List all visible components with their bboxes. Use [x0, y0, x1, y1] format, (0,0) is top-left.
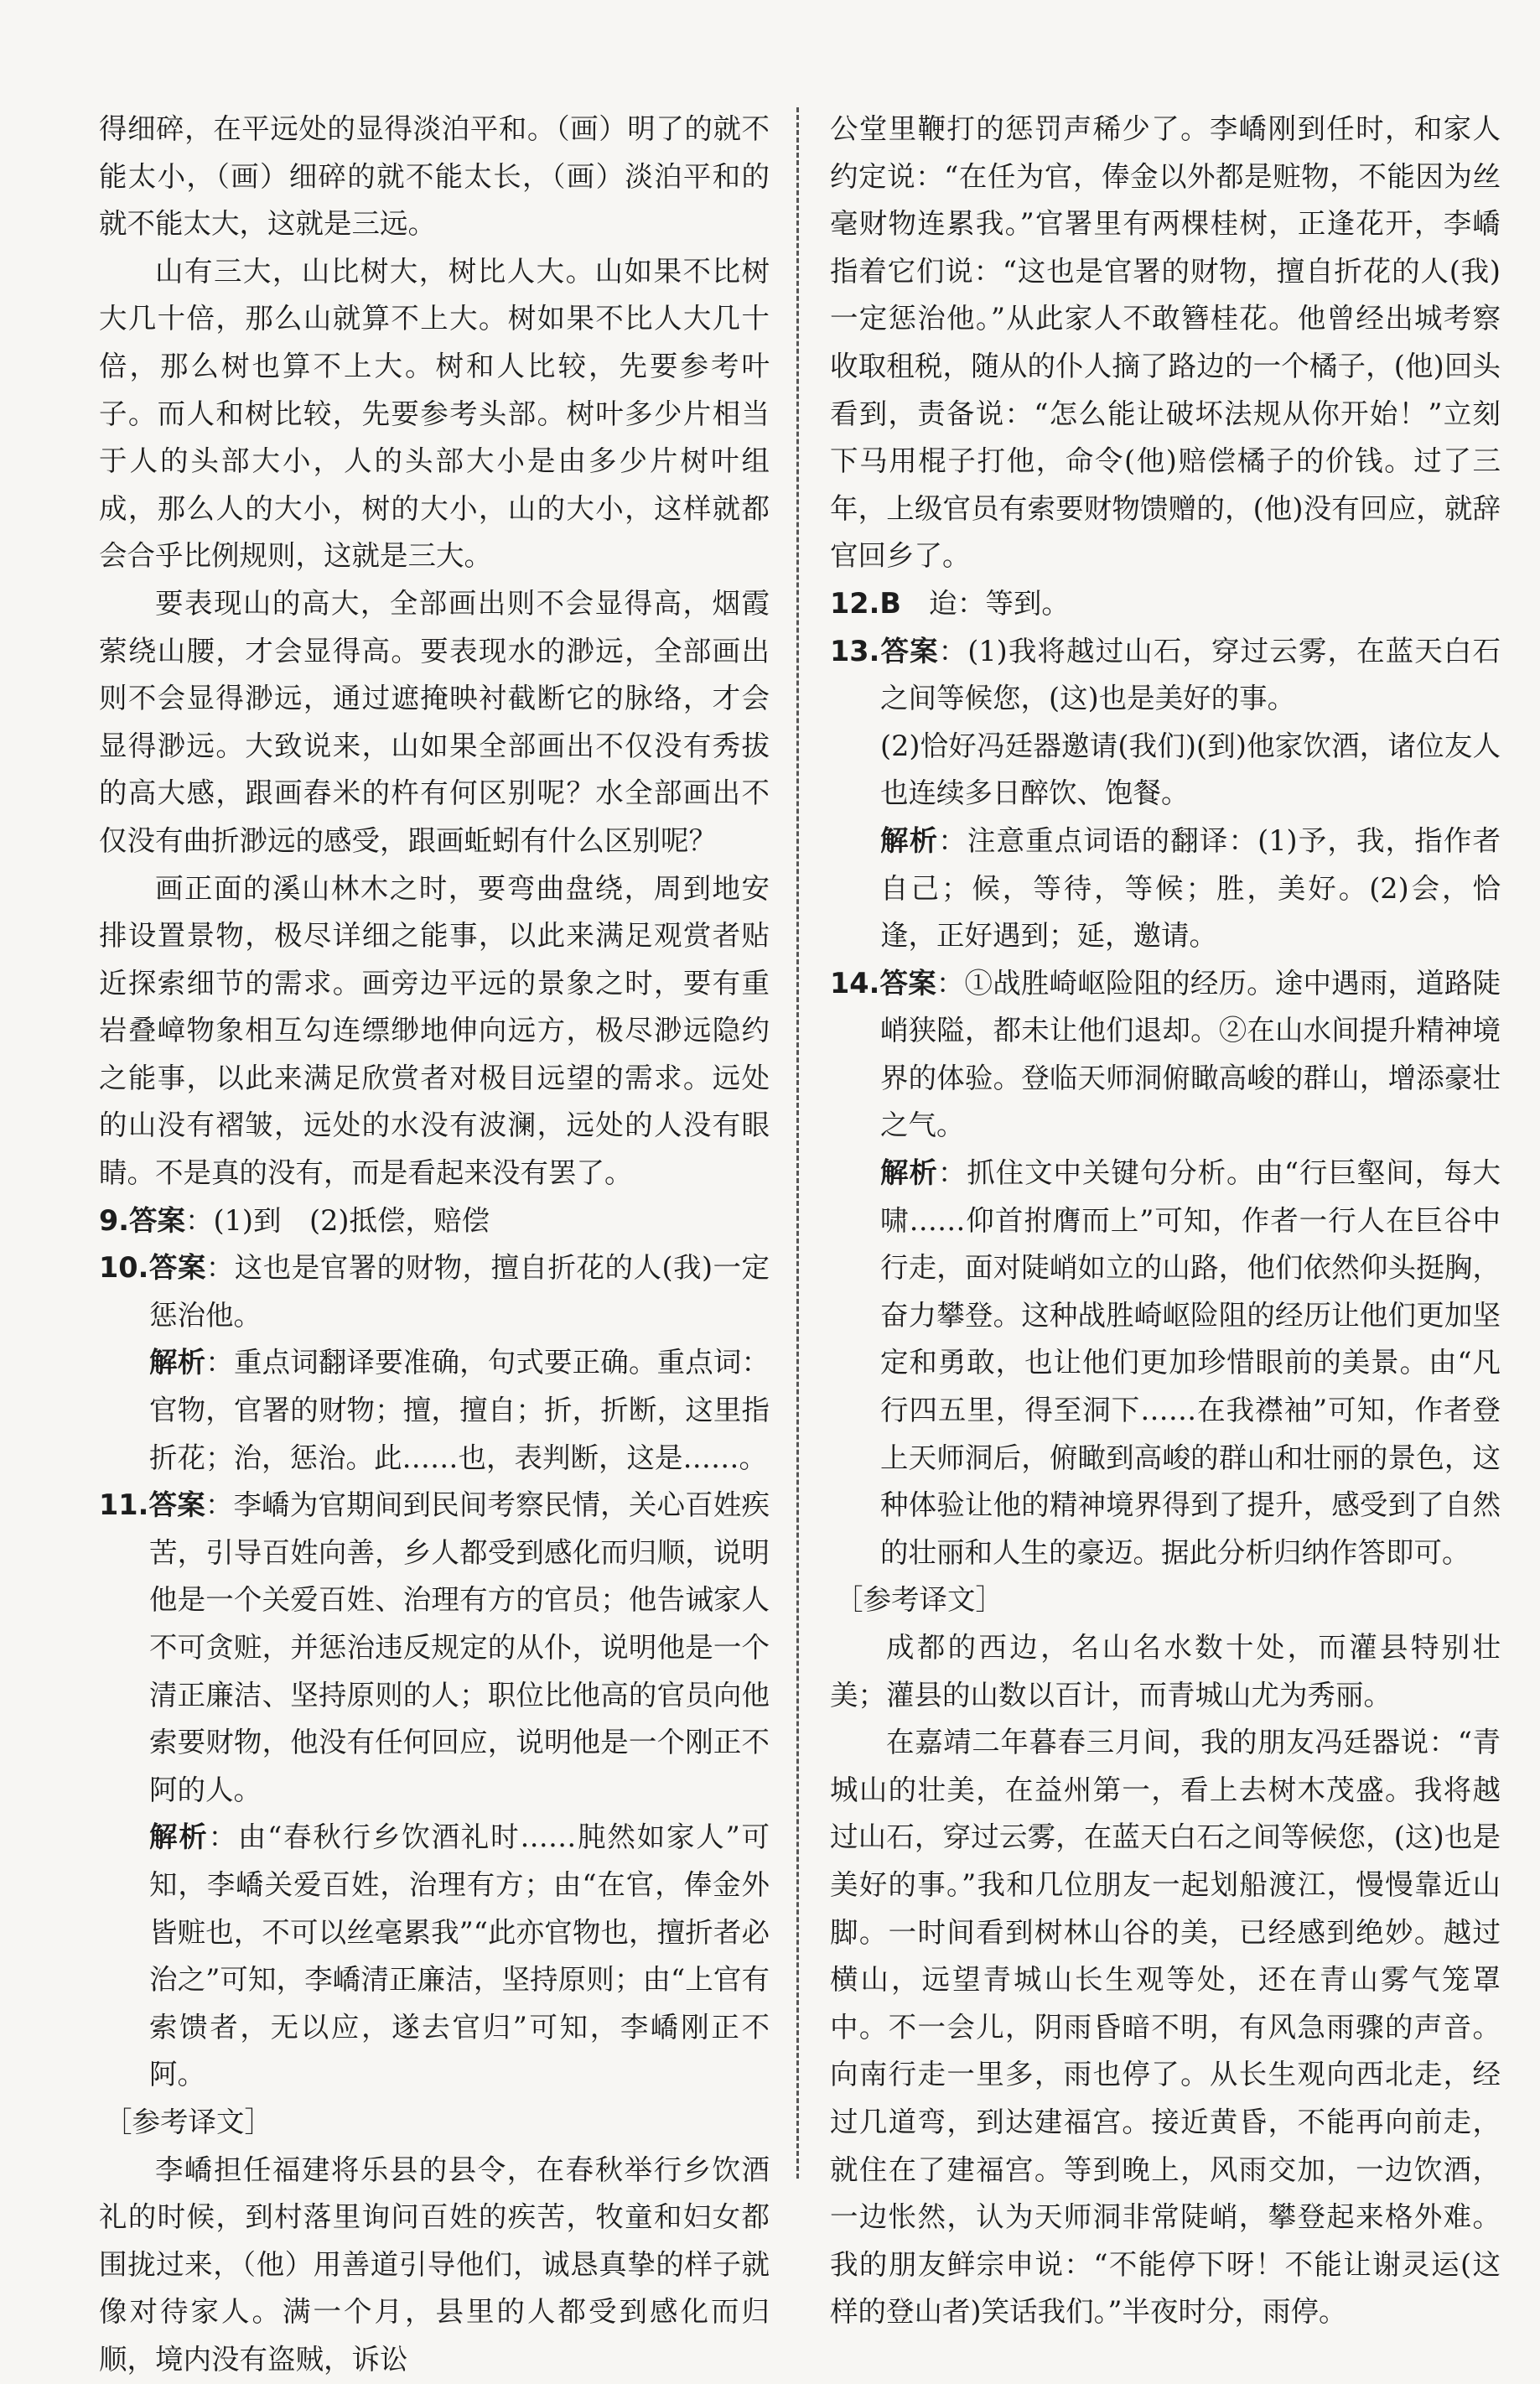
answer-text: ：(1)到 (2)抵偿，赔偿 — [185, 1203, 490, 1237]
analysis-text: ：重点词翻译要准确，句式要正确。重点词：官物，官署的财物；擅，擅自；折，折断，这里指折花；治，惩治。此……也，表判断，这是……。 — [149, 1346, 770, 1474]
question-number: 12.B — [830, 586, 901, 620]
analysis-label: 解析 — [149, 1820, 209, 1854]
column-divider — [796, 107, 799, 2179]
paragraph: 在嘉靖二年暮春三月间，我的朋友冯廷器说：“青城山的壮美，在益州第一，看上去树木茂盛。我将越过山石，穿过云雾，在蓝天白石之间等候您，(这)也是美好的事。”我和几位朋友一起划船渡江，慢慢靠近山脚。一时间看到树林山谷的美，已经感到绝妙。越过横山，远望青城山长生观等处，还在青山雾气笼罩中。不一会儿，阴雨昏暗不明，有风急雨骤的声音。向南行走一里多，雨也停了。从长生观向西北走，经过几道弯，到达建福宫。接近黄昏，不能再向前走，就住在了建福宫。等到晚上，风雨交加，一边饮酒，一边怅然，认为天师洞非常陡峭，攀登起来格外难。我的朋友鲜宗申说：“不能停下呀！不能让谢灵运(这样的登山者)笑话我们。”半夜时分，雨停。 — [830, 1726, 1501, 2329]
answer-text: ：(1)我将越过山石，穿过云雾，在蓝天白石之间等候您，(这)也是美好的事。 — [880, 634, 1501, 715]
question-13 — [830, 628, 1501, 723]
paragraph: 公堂里鞭打的惩罚声稀少了。李嶠刚到任时，和家人约定说：“在任为官，俸金以外都是赃物，不能因为丝毫财物连累我。”官署里有两棵桂树，正逢花开，李嶠指着它们说：“这也是官署的财物，擅自折花的人(我)一定惩治他。”从此家人不敢簪桂花。他曾经出城考察收取租税，随从的仆人摘了路边的一个橘子，(他)回头看到，责备说：“怎么能让破坏法规从你开始！”立刻下马用棍子打他，命令(他)赔偿橘子的价钱。过了三年，上级官员有索要财物馈赠的，(他)没有回应，就辞官回乡了。 — [830, 112, 1501, 573]
analysis — [830, 818, 1501, 960]
paragraph: 要表现山的高大，全部画出则不会显得高，烟霞萦绕山腰，才会显得高。要表现水的渺远，全部画出则不会显得渺远，通过遮掩映衬截断它的脉络，才会显得渺远。大致说来，山如果全部画出不仅没有秀拔的高大感，跟画舂米的杵有何区别呢？水全部画出不仅没有曲折渺远的感受，跟画蚯蚓有什么区别呢？ — [99, 586, 770, 857]
question-14 — [830, 960, 1501, 1150]
analysis-label: 解析 — [880, 823, 939, 857]
answer-label: 答案 — [129, 1203, 186, 1237]
question-number: 11. — [99, 1488, 149, 1522]
question-number: 14. — [830, 966, 880, 1000]
analysis-text: ：抓住文中关键句分析。由“行巨壑间，每大啸……仰首拊膺而上”可知，作者一行人在巨谷中行走，面对陡峭如立的山路，他们依然仰头挺胸，奋力攀登。这种战胜崎岖险阻的经历让他们更加坚定和勇敢，也让他们更加珍惜眼前的美景。由“凡行四五里，得至洞下……在我襟袖”可知，作者登上天师洞后，俯瞰到高峻的群山和壮丽的景色，这种体验让他的精神境界得到了提升，感受到了自然的壮丽和人生的豪迈。据此分析归纳作答即可。 — [880, 1156, 1501, 1569]
paragraph: 得细碎，在平远处的显得淡泊平和。（画）明了的就不能太小，（画）细碎的就不能太长，（画）淡泊平和的就不能太大，这就是三远。 — [99, 112, 770, 241]
analysis — [99, 1814, 770, 2099]
reference-translation-heading: ［参考译文］ — [104, 2105, 272, 2138]
answer-label: 答案 — [148, 1488, 205, 1522]
answer-label: 答案 — [879, 966, 936, 1000]
question-number: 10. — [99, 1251, 149, 1285]
question-10 — [99, 1244, 770, 1339]
question-9 — [99, 1197, 770, 1245]
analysis-text: ：注意重点词语的翻译：(1)予，我，指作者自己；候，等待，等候；胜，美好。(2)会，恰逢，正好遇到；延，邀请。 — [880, 823, 1501, 953]
answer-text: 迨：等到。 — [900, 586, 1070, 620]
left-column — [99, 106, 770, 2384]
paragraph: 李嶠担任福建将乐县的县令，在春秋举行乡饮酒礼的时候，到村落里询问百姓的疾苦，牧童和妇女都围拢过来，（他）用善道引导他们，诚恳真挚的样子就像对待家人。满一个月，县里的人都受到感化而归顺，境内没有盗贼，诉讼 — [99, 2153, 770, 2376]
analysis-text: ：由“春秋行乡饮酒礼时……肫然如家人”可知，李嶠关爱百姓，治理有方；由“在官，俸金外皆赃也，不可以丝毫累我”“此亦官物也，擅折者必治之”可知，李嶠清正廉洁，坚持原则；由“上官有索馈者，无以应，遂去官归”可知，李嶠刚正不阿。 — [149, 1820, 770, 2091]
right-column — [830, 106, 1501, 2336]
analysis-label: 解析 — [880, 1156, 938, 1190]
question-number: 13. — [830, 634, 880, 667]
question-12 — [830, 580, 1501, 628]
analysis — [830, 1150, 1501, 1576]
paragraph: 画正面的溪山林木之时，要弯曲盘绕，周到地安排设置景物，极尽详细之能事，以此来满足观赏者贴近探索细节的需求。画旁边平远的景象之时，要有重岩叠嶂物象相互勾连缥缈地伸向远方，极尽渺远隐约之能事，以此来满足欣赏者对极目远望的需求。远处的山没有褶皱，远处的水没有波澜，远处的人没有眼睛。不是真的没有，而是看起来没有罢了。 — [99, 871, 770, 1190]
answer-label: 答案 — [148, 1251, 206, 1285]
question-number: 9. — [99, 1203, 130, 1237]
answer-text: (2)恰好冯廷器邀请(我们)(到)他家饮酒，诸位友人也连续多日醉饮、饱餐。 — [880, 729, 1501, 810]
reference-translation-heading: ［参考译文］ — [835, 1583, 1003, 1617]
analysis — [99, 1339, 770, 1482]
analysis-label: 解析 — [149, 1346, 206, 1379]
answer-text: ：这也是官署的财物，擅自折花的人(我)一定惩治他。 — [149, 1251, 770, 1332]
answer-text: ：李嶠为官期间到民间考察民情，关心百姓疾苦，引导百姓向善，乡人都受到感化而归顺，说明他是一个关爱百姓、治理有方的官员；他告诫家人不可贪赃，并惩治违反规定的从仆，说明他是一个清正廉洁、坚持原则的人；职位比他高的官员向他索要财物，他没有任何回应，说明他是一个刚正不阿的人。 — [149, 1488, 770, 1806]
answer-label: 答案 — [879, 634, 939, 667]
answer-text: ：①战胜崎岖险阻的经历。途中遇雨，道路陡峭狭隘，都未让他们退却。②在山水间提升精神境界的体验。登临天师洞俯瞰高峻的群山，增添豪壮之气。 — [880, 966, 1501, 1142]
paragraph: 成都的西边，名山名水数十处，而灌县特别壮美；灌县的山数以百计，而青城山尤为秀丽。 — [830, 1631, 1501, 1711]
paragraph: 山有三大，山比树大，树比人大。山如果不比树大几十倍，那么山就算不上大。树如果不比人大几十倍，那么树也算不上大。树和人比较，先要参考叶子。而人和树比较，先要参考头部。树叶多少片相当于人的头部大小，人的头部大小是由多少片树叶组成，那么人的大小，树的大小，山的大小，这样就都会合乎比例规则，这就是三大。 — [99, 254, 770, 573]
question-11 — [99, 1482, 770, 1814]
